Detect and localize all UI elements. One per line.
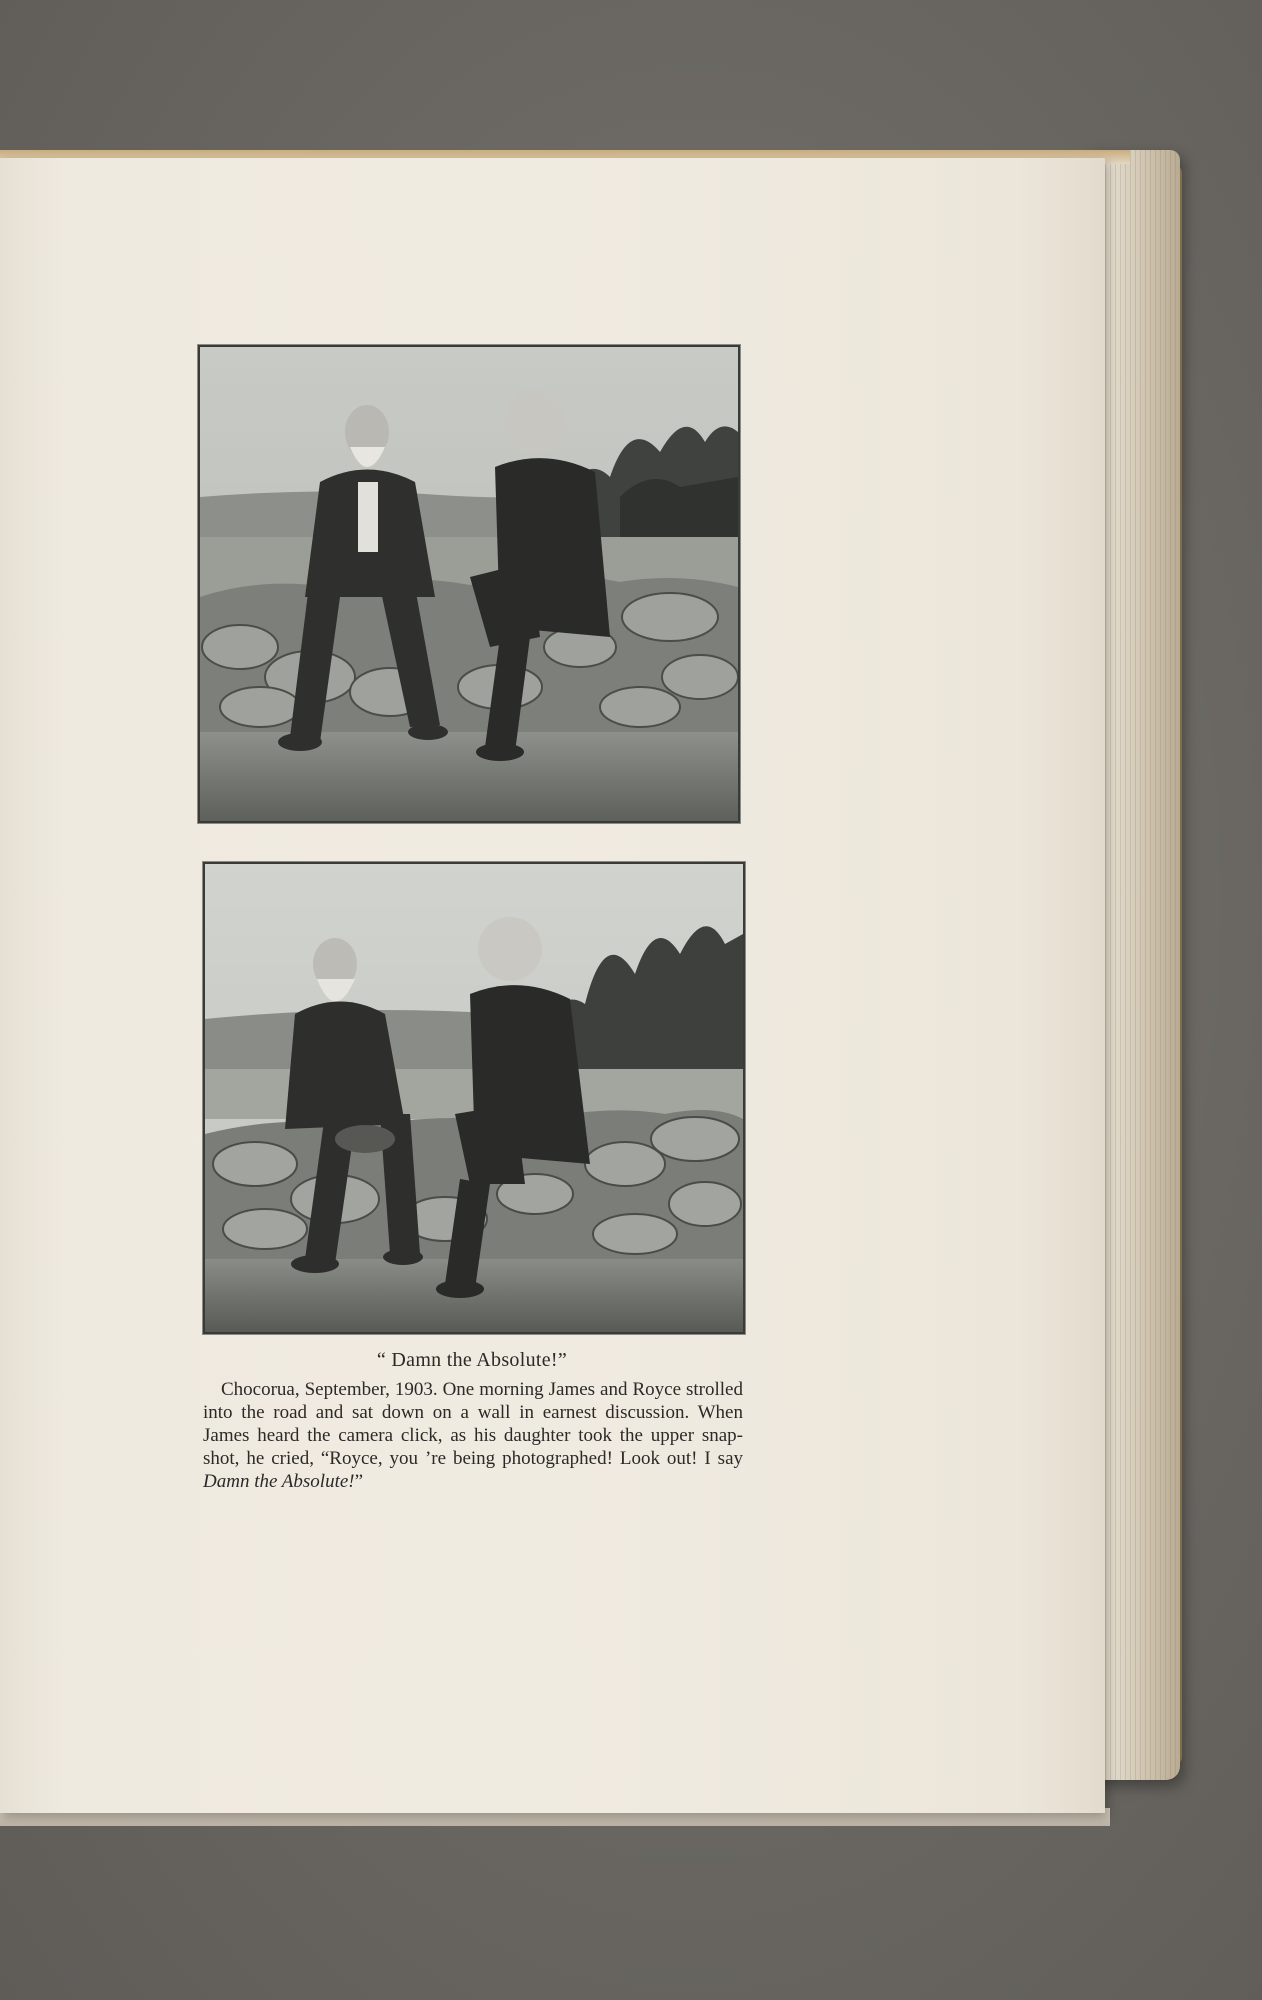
caption-italic: Damn the Absolute! bbox=[203, 1471, 355, 1492]
caption-closing-quote: ” bbox=[354, 1471, 364, 1492]
photo-upper-snapshot bbox=[198, 345, 740, 823]
caption-title: “ Damn the Absolute!” bbox=[376, 1349, 568, 1371]
caption-body bbox=[203, 1378, 743, 1493]
caption-text: Chocorua, September, 1903. One morning James and Royce strolled into the road and sat down on a wall in earnest discussion. When James heard the camera click, as his daughter took the upper snap-shot, he cried, “Royce, you ’re being photographed! Look out! I say bbox=[203, 1379, 743, 1469]
photo-lower-snapshot bbox=[203, 862, 745, 1334]
